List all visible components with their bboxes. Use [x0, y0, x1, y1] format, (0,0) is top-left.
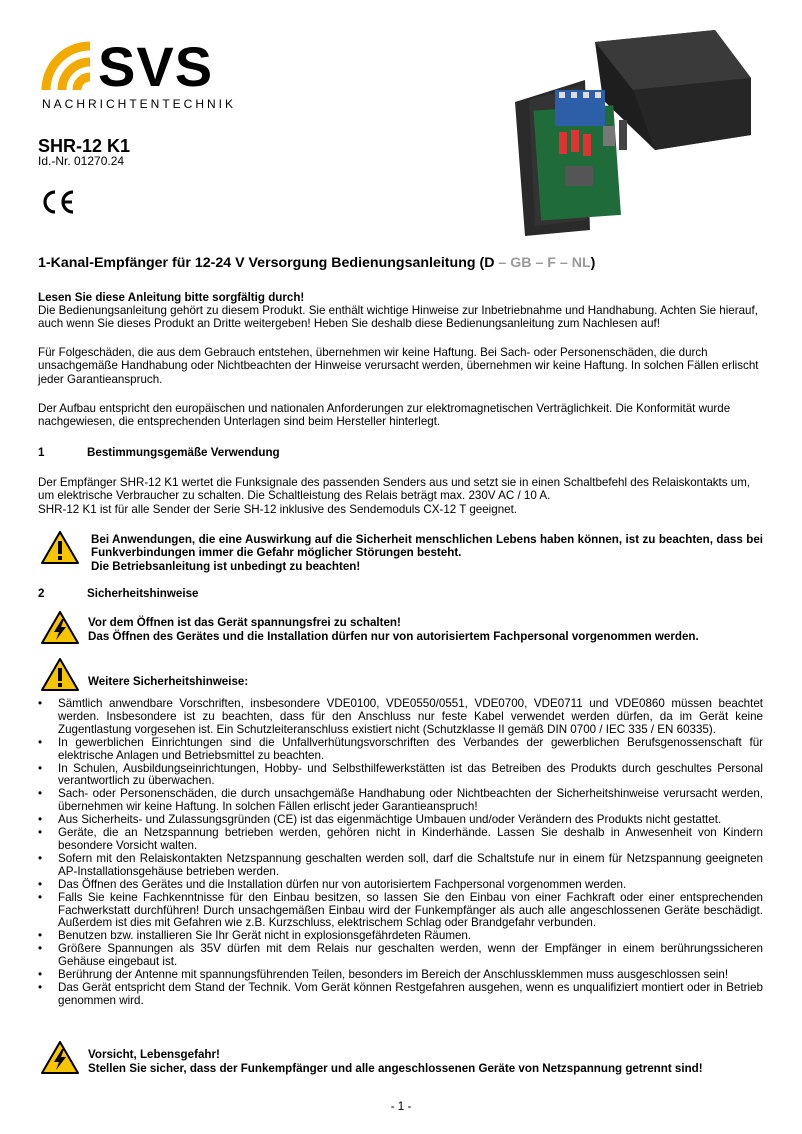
further-safety-heading: Weitere Sicherheitshinweise:	[88, 675, 249, 688]
section-1-paragraph-2: SHR-12 K1 ist für alle Sender der Serie SH-12 inklusive des Sendemoduls CX-12 T geeignet.	[38, 503, 518, 516]
danger-warning-2: Stellen Sie sicher, dass der Funkempfänger und alle angeschlossenen Geräte von Netzspannung getrennt sind!	[88, 1062, 703, 1075]
ce-mark-icon	[40, 189, 76, 215]
intro-paragraph-2: Für Folgeschäden, die aus dem Gebrauch entstehen, übernehmen wir keine Haftung. Bei Sach- oder Personenschäden, die durch unsachgemäße Handhabung oder Nichtbeachten der Hinweise verursacht werden, übernehmen wir keine Haftung. In solchen Fällen erlischt jeder Garantieanspruch.	[38, 346, 759, 386]
heading-lang-others: – GB – F – NL	[494, 255, 591, 271]
list-item: • In gewerblichen Einrichtungen sind die Unfallverhütungsvorschriften des Verbandes der gewerblichen Berufsgenossenschaft für elektrische Anlagen und Betriebsmittel zu beachten.	[38, 737, 763, 763]
list-item: • Berührung der Antenne mit spannungsführenden Teilen, besonders im Bereich der Anschlussklemmen muss ausgeschlossen sein!	[38, 969, 763, 982]
product-title: SHR-12 K1	[38, 136, 131, 156]
list-item: • Das Öffnen des Gerätes und die Installation dürfen nur von autorisiertem Fachpersonal vorgenommen werden.	[38, 879, 763, 892]
list-item: • Benutzen bzw. installieren Sie Ihr Gerät nicht in explosionsgefährdeten Räumen.	[38, 930, 763, 943]
intro-paragraph-3: Der Aufbau entspricht den europäischen und nationalen Anforderungen zur elektromagnetischen Verträglichkeit. Die Konformität wurde nachgewiesen, die entsprechenden Unterlagen sind beim Hersteller hinterlegt.	[38, 402, 731, 429]
list-item: • Das Gerät entspricht dem Stand der Technik. Vom Gerät können Restgefahren ausgehen, wenn es unqualifiziert montiert oder in Betrieb genommen wird.	[38, 982, 763, 1008]
heading-main: 1-Kanal-Empfänger für 12-24 V Versorgung Bedienungsanleitung (	[38, 255, 485, 271]
list-item: • Größere Spannungen als 35V dürfen mit dem Relais nur geschalten werden, wenn der Empfänger in einem berührungssicheren Gehäuse eingebaut ist.	[38, 943, 763, 969]
company-logo	[40, 35, 240, 112]
section-1-warning: Bei Anwendungen, die eine Auswirkung auf die Sicherheit menschlichen Lebens haben können, ist zu beachten, dass bei Funkverbindungen immer die Gefahr möglicher Störungen besteht.	[91, 533, 763, 560]
section-1-title: Bestimmungsgemäße Verwendung	[87, 446, 280, 459]
section-2-number: 2	[38, 587, 45, 600]
heading-close: )	[590, 255, 596, 271]
shock-warning-2: Das Öffnen des Gerätes und die Installation dürfen nur von autorisiertem Fachpersonal vorgenommen werden.	[88, 630, 699, 643]
list-item: • Geräte, die an Netzspannung betrieben werden, gehören nicht in Kinderhände. Lassen Sie deshalb in Anwesenheit von Kindern besondere Vorsicht walten.	[38, 827, 763, 853]
electric-shock-icon	[40, 1040, 80, 1075]
section-2-title: Sicherheitshinweise	[87, 587, 199, 600]
product-photo	[515, 30, 755, 240]
electric-shock-icon	[40, 610, 80, 645]
section-1-paragraph-1: Der Empfänger SHR-12 K1 wertet die Funksignale des passenden Senders aus und setzt sie in einen Schaltbefehl des Relaiskontakts um, um elektrische Verbraucher zu schalten. Die Schaltleistung des Relais beträgt max. 230V AC / 10 A.	[38, 476, 751, 503]
logo-tagline: NACHRICHTENTECHNIK	[42, 97, 237, 111]
section-1-number: 1	[38, 446, 45, 459]
list-item: • Sofern mit den Relaiskontakten Netzspannung geschalten werden soll, darf die Schaltstufe nur in einem für Netzspannung geeigneten AP-Installationsgehäuse betrieben werden.	[38, 853, 763, 879]
page-number: - 1 -	[390, 1100, 412, 1113]
warning-icon	[40, 530, 80, 565]
list-item: • In Schulen, Ausbildungseinrichtungen, Hobby- und Selbsthilfewerkstätten ist das Betreiben des Produkts durch geschultes Personal verantwortlich zu überwachen.	[38, 763, 763, 789]
heading-lang-active: D	[484, 255, 495, 271]
danger-warning-1: Vorsicht, Lebensgefahr!	[88, 1048, 220, 1061]
list-item: • Falls Sie keine Fachkenntnisse für den Einbau besitzen, so lassen Sie den Einbau von einer Fachkraft oder einer entsprechenden Fachwerkstatt durchführen! Durch unsachgemäßen Einbau wird der Funkempfänger als auch alle angeschlossenen Geräte beschädigt. Außerdem ist dies mit Gefahren wie z.B. Kurzschluss, elektrischem Schlag oder Brandgefahr verbunden.	[38, 892, 763, 931]
document-heading	[38, 256, 595, 270]
intro-bold-line: Lesen Sie diese Anleitung bitte sorgfältig durch!	[38, 291, 305, 304]
signal-arcs-icon	[40, 40, 104, 92]
list-item: • Sach- oder Personenschäden, die durch unsachgemäße Handhabung oder Nichtbeachten der Sicherheitshinweise verursacht werden, übernehmen wir keine Haftung. In solchen Fällen erlischt jeder Garantieanspruch!	[38, 788, 763, 814]
safety-bullet-list	[38, 698, 763, 1008]
logo-brand: SVS	[98, 35, 214, 98]
section-1-warning-2: Die Betriebsanleitung ist unbedingt zu beachten!	[91, 560, 361, 573]
shock-warning-1: Vor dem Öffnen ist das Gerät spannungsfrei zu schalten!	[88, 616, 401, 629]
list-item: • Aus Sicherheits- und Zulassungsgründen (CE) ist das eigenmächtige Umbauen und/oder Verändern des Produkts nicht gestattet.	[38, 814, 763, 827]
list-item: • Sämtlich anwendbare Vorschriften, insbesondere VDE0100, VDE0550/0551, VDE0700, VDE0711 und VDE0860 müssen beachtet werden. Insbesondere ist zu beachten, dass für den Anschluss nur feste Kabel verwendet werden dürfen, da im Gerät keine Zugentlastung vorgesehen ist. Ein Schutzleiteranschluss existiert nicht (Schutzklasse II gemäß DIN 0700 / IEC 335 / EN 60335).	[38, 698, 763, 737]
product-id-number: Id.-Nr. 01270.24	[38, 154, 125, 168]
warning-icon	[40, 657, 80, 692]
intro-paragraph-1: Die Bedienungsanleitung gehört zu diesem Produkt. Sie enthält wichtige Hinweise zur Inbetriebnahme und Handhabung. Achten Sie hierauf, auch wenn Sie dieses Produkt an Dritte weitergeben! Heben Sie deshalb diese Bedienungsanleitung zum Nachlesen auf!	[38, 304, 758, 331]
